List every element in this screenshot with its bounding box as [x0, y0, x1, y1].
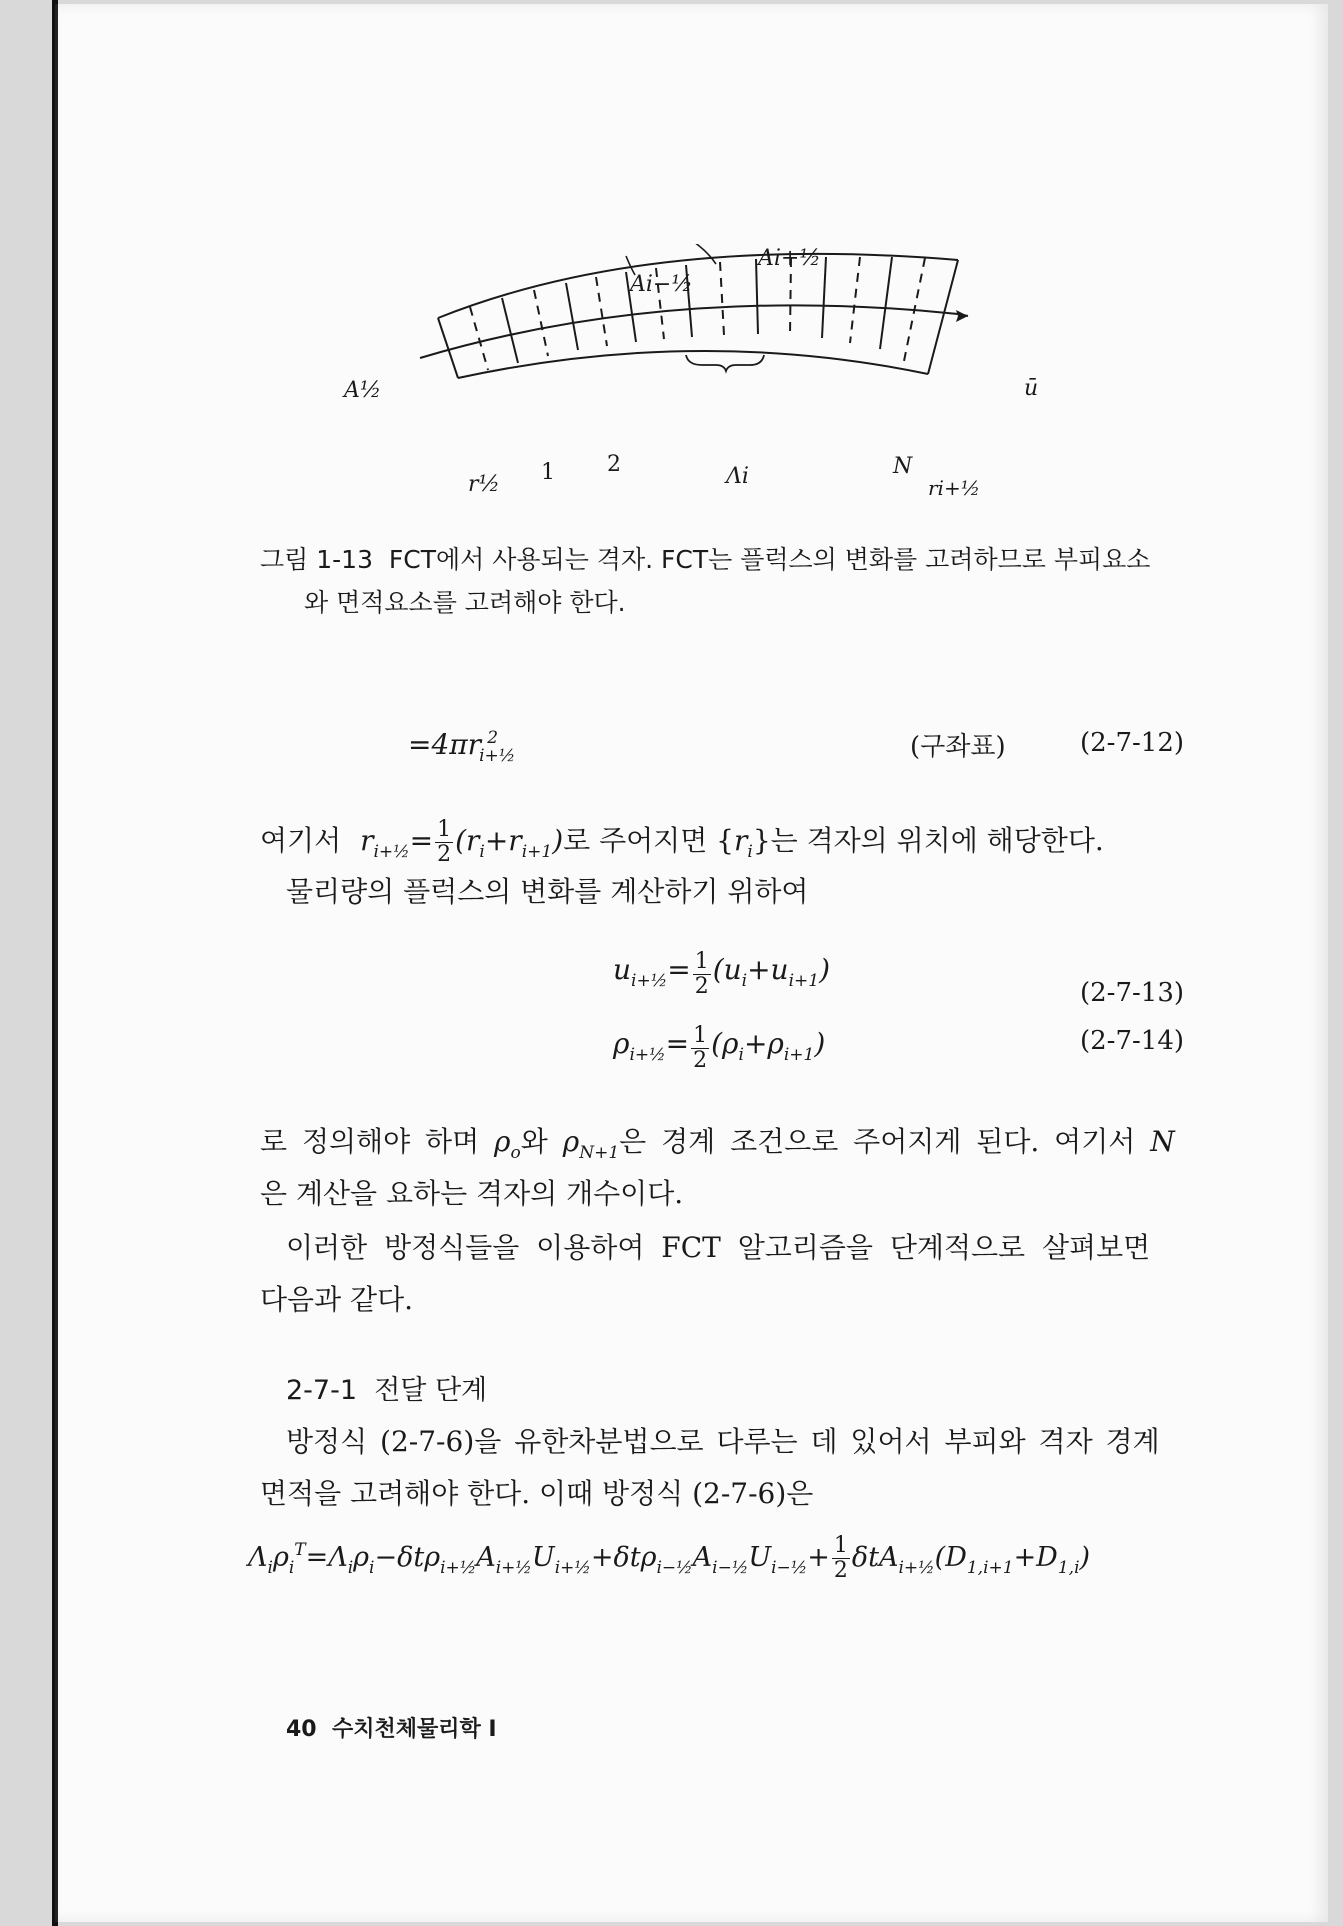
equation-transport-step: $\Lambda_i\rho_i^T=\Lambda_i\rho_i-\delta t\rho_{i+\frac{1}{2}}A_{i+\frac{1}{2}}U_{i+\frac{1}{2}}+\delta t\rho_{i-\frac{1}{2}}A_{i-\frac{1}{2}}U_{i-\frac{1}{2}}+$ $\frac{1}{2}$ $\delta tA_{i+\frac{1}{2}}(D_{1,i+1}+D_{1,i})$	[248, 1533, 1091, 1583]
label-A-i-plus-half: Ai+½	[758, 246, 821, 271]
eq-number-2-7-13: (2-7-13)	[1080, 978, 1185, 1008]
caption-line-2: 와 면적요소를 고려해야 한다.	[304, 588, 626, 617]
label-cell-2: 2	[607, 452, 621, 477]
label-velocity-u: ū	[1024, 376, 1039, 401]
label-Lambda-i: Λi	[726, 464, 749, 489]
fct-grid-figure	[398, 244, 1118, 514]
eq-number-2-7-12: (2-7-12)	[1080, 728, 1185, 758]
label-A-half: A½	[344, 378, 382, 403]
book-page	[58, 4, 1328, 1922]
caption-prefix: 그림 1-13	[260, 545, 373, 574]
paragraph-1-line-1: 여기서 $r_{i+\frac{1}{2}}=$ $\frac{1}{2}$ $(r_i+r_{i+1})$로 주어지면 $\{r_i\}$는 격자의 위치에 해당한다.	[260, 817, 1104, 867]
arrow-head	[956, 310, 968, 322]
book-title: 수치천체물리학 I	[331, 1717, 497, 1742]
paragraph-2-line-4: 다음과 같다.	[260, 1283, 414, 1316]
section-title: 전달 단계	[374, 1375, 488, 1406]
figure-caption	[260, 538, 1270, 624]
eq-note-spherical: (구좌표)	[910, 732, 1006, 762]
paragraph-3-line-2: 면적을 고려해야 한다. 이때 방정식 (2-7-6)은	[260, 1477, 814, 1510]
label-r-half: r½	[468, 472, 500, 497]
section-number: 2-7-1	[286, 1375, 358, 1406]
equation-2-7-14: $\rho_{i+\frac{1}{2}}=$ $\frac{1}{2}$ $(\rho_i+\rho_{i+1})$	[613, 1023, 826, 1073]
label-A-i-minus-half: Ai−½	[630, 272, 693, 297]
label-cell-1: 1	[541, 460, 555, 485]
eq-number-2-7-14: (2-7-14)	[1080, 1026, 1185, 1056]
page-number: 40	[286, 1717, 317, 1742]
label-N: N	[893, 454, 913, 479]
paragraph-1-line-2: 물리량의 플럭스의 변화를 계산하기 위하여	[286, 875, 809, 908]
paragraph-2-line-1: 로 정의해야 하며 $\rho_o$와 $\rho_{N+1}$은 경계 조건으로 주어지게 된다. 여기서 N	[260, 1125, 1175, 1163]
leader-A-i-plus	[694, 244, 716, 264]
page-footer	[286, 1712, 497, 1743]
label-r-i-plus-half: ri+½	[928, 476, 981, 500]
brace-under-cell	[686, 355, 764, 371]
paragraph-3-line-1: 방정식 (2-7-6)을 유한차분법으로 다루는 데 있어서 부피와 격자 경계	[286, 1425, 1160, 1458]
section-heading	[286, 1368, 487, 1407]
paragraph-2-line-3: 이러한 방정식들을 이용하여 FCT 알고리즘을 단계적으로 살펴보면	[286, 1231, 1151, 1264]
caption-line-1: FCT에서 사용되는 격자. FCT는 플럭스의 변화를 고려하므로 부피요소	[388, 545, 1151, 574]
equation-2-7-13: $u_{i+\frac{1}{2}}=$ $\frac{1}{2}$ $(u_i+u_{i+1})$	[613, 949, 831, 999]
equation-2-7-12: =4πri+½2	[408, 728, 516, 766]
paragraph-2-line-2: 은 계산을 요하는 격자의 개수이다.	[260, 1177, 684, 1210]
